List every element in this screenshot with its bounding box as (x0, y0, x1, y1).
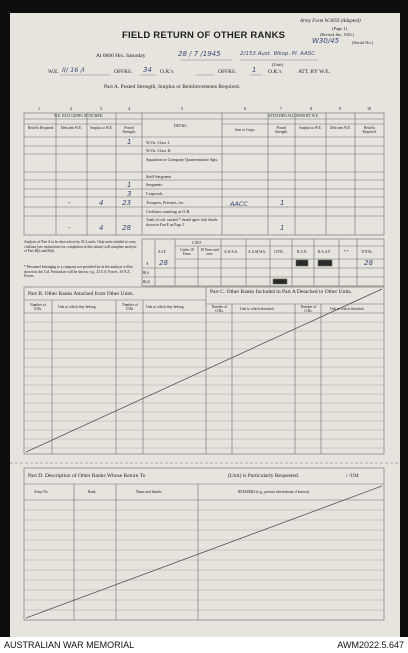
date-value: 28 / 7 /1945 (178, 50, 221, 58)
analysis-row-a: A (146, 262, 149, 266)
part-d-header-rank: Rank. (88, 490, 97, 494)
detail-row-corporals: Corporals (146, 191, 163, 196)
part-b-header-number-1: Number of O.Rs. (30, 303, 46, 311)
attached-total-value: 1 (280, 224, 285, 232)
analysis-row-bii: B(ii) (143, 280, 150, 284)
posted-corporals-value: 3 (127, 190, 132, 198)
col-number-4: 4 (128, 106, 131, 111)
header-posted-right: Posted Strength. (274, 126, 289, 134)
analysis-header-18-over: 18 Years and over. (200, 248, 219, 256)
page-number: (Page 1) (332, 26, 348, 31)
part-d-header-name: Name and Initials. (136, 490, 163, 494)
part-c-header-number-1: Number of O.Rs. (211, 305, 228, 313)
unit-value: 2/153 Aust. Wksp. Pl. AASC (240, 51, 316, 57)
part-d-title-date: / /194 (346, 473, 359, 479)
col-number-5: 5 (181, 106, 184, 111)
detail-row-totals: Totals of cols. marked * should agree with details shown in Part E on Page 2 (146, 218, 218, 227)
we-value: II/ 16 /I (62, 66, 85, 74)
serial-number-label: (Serial No.) (352, 40, 374, 45)
attached-posted-value: 1 (280, 199, 285, 207)
form-title: FIELD RETURN OF OTHER RANKS (122, 30, 286, 41)
we-label: W.E. (48, 69, 59, 75)
part-c-title: Part C. Other Ranks Included in Part A Detached to Other Units. (210, 289, 352, 295)
header-reinforcements-left: Rein'fts Required. (28, 126, 54, 130)
analysis-header-under-18: Under 18 Years. (180, 248, 194, 256)
posted-sergeants-value: 1 (127, 181, 132, 189)
analysis-header-awas: A.W.A.S. (224, 250, 238, 254)
header-arm-corps: Arm or Corps. (234, 128, 256, 132)
unit-label: (Unit) (272, 62, 283, 67)
analysis-header-other: * * (344, 250, 349, 254)
analysis-header-total: TOTAL. (361, 250, 374, 254)
analysis-header-ran: R.A.N. (297, 250, 308, 254)
part-d-title: Part D. Description of Other Ranks Whose Return To (28, 473, 146, 479)
surplus-total-value: 4 (99, 224, 104, 232)
deficient-total-mark: - (68, 224, 71, 232)
col-number-6: 6 (244, 106, 247, 111)
analysis-total-value: 28 (364, 259, 373, 267)
analysis-aif-value: 28 (159, 259, 168, 267)
archive-name: AUSTRALIAN WAR MEMORIAL (4, 640, 135, 650)
col-number-2: 2 (70, 106, 73, 111)
detail-row-civilians: Civilians counting as O.R. (146, 209, 191, 214)
detail-row-wo-class-2: W.Os. Class II. (146, 148, 172, 153)
part-d-header-remarks: REMARKS (e.g., present whereabouts if known). (238, 490, 310, 494)
part-d-header-army-no: Army No. (34, 490, 49, 494)
deficient-troopers-mark: - (68, 199, 71, 207)
attached-allowed-header: ATTACHED ALLOWED BY W.E. (268, 114, 319, 118)
analysis-header-civil: CIVIL. (274, 250, 285, 254)
arm-corps-value: AACC (230, 200, 248, 208)
col-number-3: 3 (100, 106, 103, 111)
detail-row-troopers: Troopers, Privates, etc. (146, 200, 185, 205)
posted-total-value: 28 (122, 224, 131, 232)
part-b-title: Part B. Other Ranks Attached from Other Units. (28, 291, 134, 297)
analysis-header-raaf: R.A.A.F. (318, 250, 331, 254)
analysis-note: * Personnel belonging to a company not provided for in the analysis will be shown in this Col. Particulars will be shown, e.g., 23 U.S. Forces, 10 N.Z. Forces. (24, 265, 133, 279)
archive-reference: AWM2022.5.647 (337, 640, 404, 650)
col-number-10: 10 (367, 106, 372, 111)
header-deficient-left: Deficient W.E. (60, 126, 83, 130)
header-deficient-right: Deficient W.E. (329, 126, 352, 130)
header-posted-left: Posted Strength. (122, 126, 136, 134)
posted-wo1-value: 1 (127, 138, 132, 146)
or-label-1: O.R.'s (160, 69, 174, 75)
detail-row-sergeants: Sergeants (146, 182, 163, 187)
part-c-header-unit-1: Unit to which detached. (240, 307, 275, 311)
archive-footer (0, 637, 408, 653)
serial-number-value: W30/45 (312, 37, 340, 45)
offrs-label-2: OFFRS. (218, 69, 237, 75)
offrs-label-1: OFFRS. (114, 69, 133, 75)
part-b-header-number-2: Number of O.Rs. (122, 303, 138, 311)
attached-count-value: 1 (252, 66, 257, 74)
or-count-value: 34 (143, 66, 152, 74)
part-c-header-number-2: Number of O.Rs. (300, 305, 317, 313)
revised-date: (Revised Jan., 1943.) (320, 32, 354, 37)
detail-row-quartermaster: Squadron or Company Quartermaster Sgts. (146, 157, 219, 162)
posted-troopers-value: 23 (122, 199, 131, 207)
header-surplus-left: Surplus to W.E. (90, 126, 113, 130)
att-by-we-label: ATT. BY W.E. (298, 69, 330, 75)
army-form-number: Army Form W.3059 (Adapted) (300, 19, 361, 24)
surplus-troopers-value: 4 (99, 199, 104, 207)
detail-row-staff-sergeants: Staff Sergeants (146, 174, 172, 179)
or-label-2: O.R.'s (268, 69, 282, 75)
cmf-header: C.M.F. (192, 241, 202, 245)
part-c-header-unit-2: Unit to which detached. (330, 307, 365, 311)
part-b-header-unit-1: Unit to which they belong (58, 305, 96, 309)
detail-header: DETAIL. (174, 124, 188, 128)
header-surplus-right: Surplus to W.E. (299, 126, 322, 130)
part-d-title-unit: (Unit) is Particularly Requested. (228, 473, 300, 479)
part-a-title: Part A. Posted Strength, Surplus or Reinforcements Required. (104, 84, 240, 90)
analysis-header-aif: A.I.F. (158, 250, 167, 254)
at-hours-line: At 0600 Hrs. Saturday (96, 53, 146, 59)
analysis-header-aamws: A.A.M.W.S. (248, 250, 266, 254)
header-reinforcements-right: Rein'fts Required. (362, 126, 377, 134)
part-b-header-unit-2: Unit to which they belong (146, 305, 184, 309)
col-number-1: 1 (38, 106, 41, 111)
analysis-instructions: Analysis of Part A to be shown here by ALL units. Only units entitled to carry civilians (see instructions for completion of this return) will complete analysis of Part B(i) and B(ii). (24, 240, 137, 254)
analysis-row-bi: B(i) (143, 271, 149, 275)
col-number-9: 9 (339, 106, 342, 111)
col-number-7: 7 (280, 106, 283, 111)
detail-row-wo-class-1: W.Os. Class I. (146, 140, 170, 145)
col-number-8: 8 (310, 106, 313, 111)
we-excluding-attached-header: W.E. EXCLUDING ATTACHED. (54, 114, 104, 118)
